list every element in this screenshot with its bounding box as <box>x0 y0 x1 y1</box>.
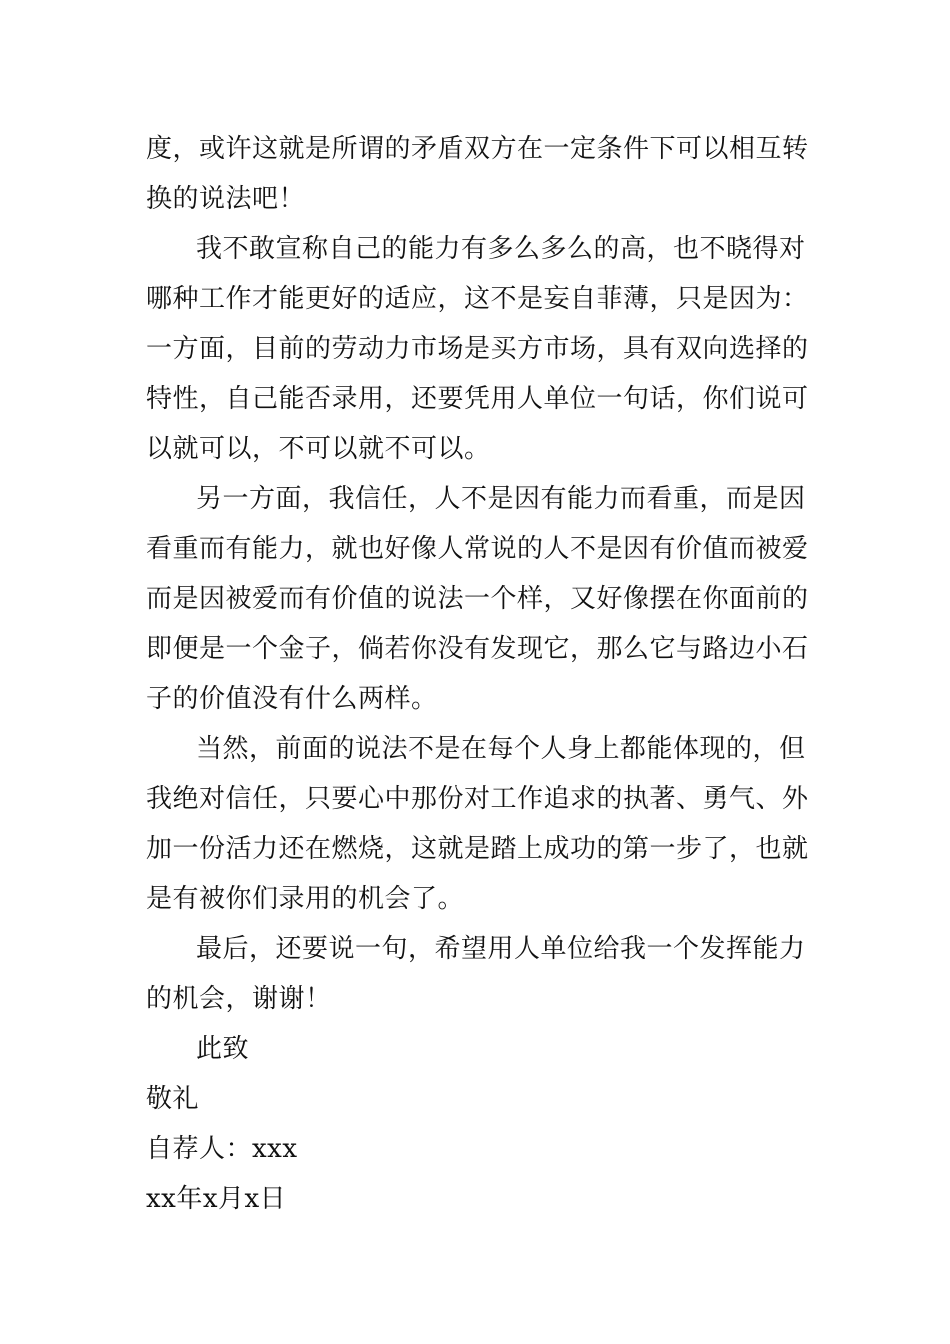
paragraph-start-line: 最后，还要说一句，希望用人单位给我一个发挥能力 <box>196 934 806 964</box>
paragraph-start-line: 另一方面，我信任，人不是因有能力而看重，而是因 <box>196 484 806 514</box>
body-line: 换的说法吧！ <box>146 184 306 214</box>
body-line: 哪种工作才能更好的适应，这不是妄自菲薄，只是因为： <box>146 284 809 314</box>
closing-regards: 敬礼 <box>146 1084 200 1114</box>
signer-line: 自荐人：xxx <box>146 1134 298 1164</box>
body-line: 而是因被爱而有价值的说法一个样，又好像摆在你面前的 <box>146 584 809 614</box>
date-line: xx年x月x日 <box>146 1184 287 1214</box>
body-line: 一方面，目前的劳动力市场是买方市场，具有双向选择的 <box>146 334 809 364</box>
body-line: 特性，自己能否录用，还要凭用人单位一句话，你们说可 <box>146 384 809 414</box>
paragraph-start-line: 当然，前面的说法不是在每个人身上都能体现的，但 <box>196 734 806 764</box>
paragraph-start-line: 我不敢宣称自己的能力有多么多么的高，也不晓得对 <box>196 234 806 264</box>
body-line: 是有被你们录用的机会了。 <box>146 884 465 914</box>
body-line: 我绝对信任，只要心中那份对工作追求的执著、勇气、外 <box>146 784 809 814</box>
closing-salutation: 此致 <box>196 1034 250 1064</box>
body-line: 即便是一个金子，倘若你没有发现它，那么它与路边小石 <box>146 634 809 664</box>
body-line: 的机会，谢谢！ <box>146 984 332 1014</box>
body-line: 加一份活力还在燃烧，这就是踏上成功的第一步了，也就 <box>146 834 809 864</box>
body-line: 子的价值没有什么两样。 <box>146 684 438 714</box>
body-line: 以就可以，不可以就不可以。 <box>146 434 491 464</box>
body-line: 度，或许这就是所谓的矛盾双方在一定条件下可以相互转 <box>146 134 809 164</box>
body-line: 看重而有能力，就也好像人常说的人不是因有价值而被爱 <box>146 534 809 564</box>
